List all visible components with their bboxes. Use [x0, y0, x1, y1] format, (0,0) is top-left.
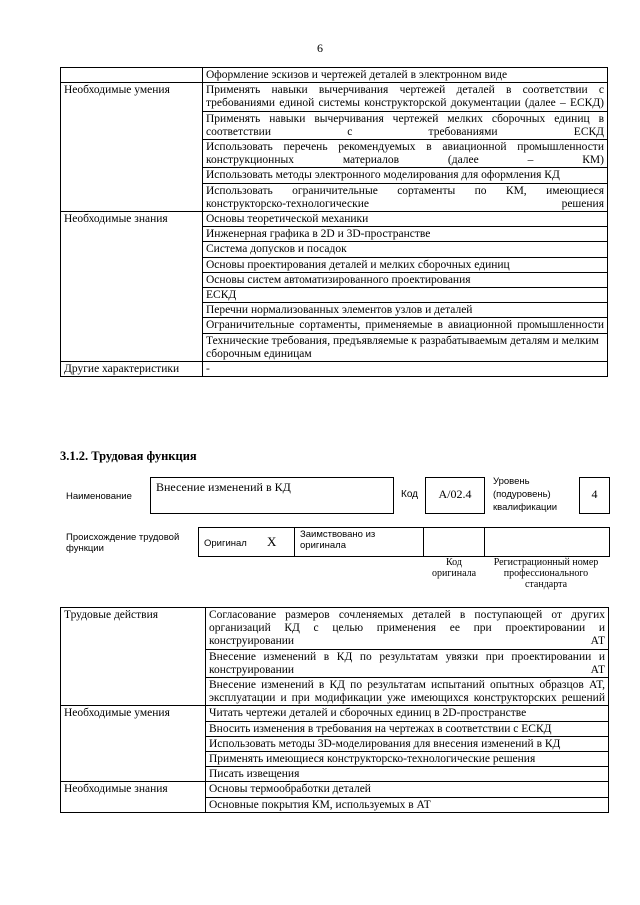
name-value: Внесение изменений в КД: [156, 480, 291, 494]
table-cell: Использовать методы 3D-моделирования для внесения изменений в КД: [206, 736, 609, 751]
table-row: [61, 782, 609, 797]
table-row: [61, 83, 608, 111]
table-cell: Основные покрытия КМ, используемых в АТ: [206, 797, 609, 812]
origin-label: Происхождение трудовой функции: [66, 532, 180, 554]
name-label: Наименование: [66, 491, 132, 502]
code-value-box: [425, 477, 485, 514]
code-value: А/02.4: [438, 487, 472, 501]
table-row: [61, 362, 608, 377]
divider: [423, 527, 424, 556]
original-mark: X: [267, 534, 277, 549]
table-cell: Вносить изменения в требования на чертежах в соответствии с ЕСКД: [206, 721, 609, 736]
row-label: Необходимые умения: [61, 706, 206, 782]
table-cell: Применять навыки вычерчивания чертежей мелких сборочных единиц в соответствии с требованиями ЕСКД: [203, 111, 608, 139]
row-label: Трудовые действия: [61, 608, 206, 706]
table-cell: Технические требования, предъявляемые к разрабатываемым деталям и мелким сборочным единицам: [203, 333, 608, 361]
original-label: Оригинал: [204, 538, 247, 549]
skills-table-continued: [60, 67, 608, 377]
row-label: Другие характеристики: [61, 362, 203, 377]
table-row: [61, 706, 609, 721]
borrowed-label: Заимствовано из оригинала: [300, 529, 376, 551]
table-cell: Применять навыки вычерчивания чертежей деталей в соответствии с требованиями единой системы конструкторской документации (далее – ЕСКД): [203, 83, 608, 111]
table-cell: Читать чертежи деталей и сборочных единиц в 2D-пространстве: [206, 706, 609, 721]
code-original-caption: Код оригинала: [431, 557, 477, 579]
table-cell: Применять имеющиеся конструкторско-технологические решения: [206, 752, 609, 767]
table-cell: Ограничительные сортаменты, применяемые в авиационной промышленности: [203, 318, 608, 333]
table-cell: Согласование размеров сочленяемых деталей в поступающей от других организаций КД с целью применения ее при проектировании и конструировании АТ: [206, 608, 609, 650]
labor-function-table: [60, 607, 609, 813]
section-title: 3.1.2. Трудовая функция: [60, 449, 197, 463]
table-cell: Инженерная графика в 2D и 3D-пространстве: [203, 227, 608, 242]
reg-number-caption: Регистрационный номер профессионального стандарта: [493, 557, 599, 590]
row-label: Необходимые знания: [61, 782, 206, 812]
table-row: [61, 608, 609, 650]
table-cell: Использовать ограничительные сортаменты по КМ, имеющиеся конструкторско-технологические решения: [203, 183, 608, 211]
table-cell: Внесение изменений в КД по результатам увязки при проектировании и конструировании АТ: [206, 649, 609, 677]
row-label: Необходимые умения: [61, 83, 203, 212]
table-cell: Основы термообработки деталей: [206, 782, 609, 797]
code-label: Код: [401, 489, 419, 500]
table-cell: Основы теоретической механики: [203, 212, 608, 227]
table-cell: Система допусков и посадок: [203, 242, 608, 257]
level-value-box: [579, 477, 610, 514]
table-cell: Основы систем автоматизированного проектирования: [203, 272, 608, 287]
table-row: [61, 212, 608, 227]
row-label: Необходимые знания: [61, 212, 203, 362]
table-cell: Перечни нормализованных элементов узлов и деталей: [203, 303, 608, 318]
divider: [484, 527, 485, 556]
table-cell: Использовать перечень рекомендуемых в авиационной промышленности конструкционных материалов (далее – КМ): [203, 140, 608, 168]
level-value: 4: [591, 487, 598, 501]
table-cell: Писать извещения: [206, 767, 609, 782]
table-cell: Использовать методы электронного моделирования для оформления КД: [203, 168, 608, 183]
table-cell: Внесение изменений в КД по результатам испытаний опытных образцов АТ, эксплуатации и при модификации уже имеющихся конструкторских решений: [206, 678, 609, 706]
level-label: Уровень (подуровень) квалификации: [493, 476, 558, 513]
divider: [294, 527, 295, 556]
table-row: [61, 68, 608, 83]
table-cell: -: [203, 362, 608, 377]
table-cell: Основы проектирования деталей и мелких сборочных единиц: [203, 257, 608, 272]
row-label: [61, 68, 203, 83]
table-cell: Оформление эскизов и чертежей деталей в электронном виде: [203, 68, 608, 83]
table-cell: ЕСКД: [203, 288, 608, 303]
name-value-box: [150, 477, 394, 514]
page-number: 6: [317, 41, 323, 55]
